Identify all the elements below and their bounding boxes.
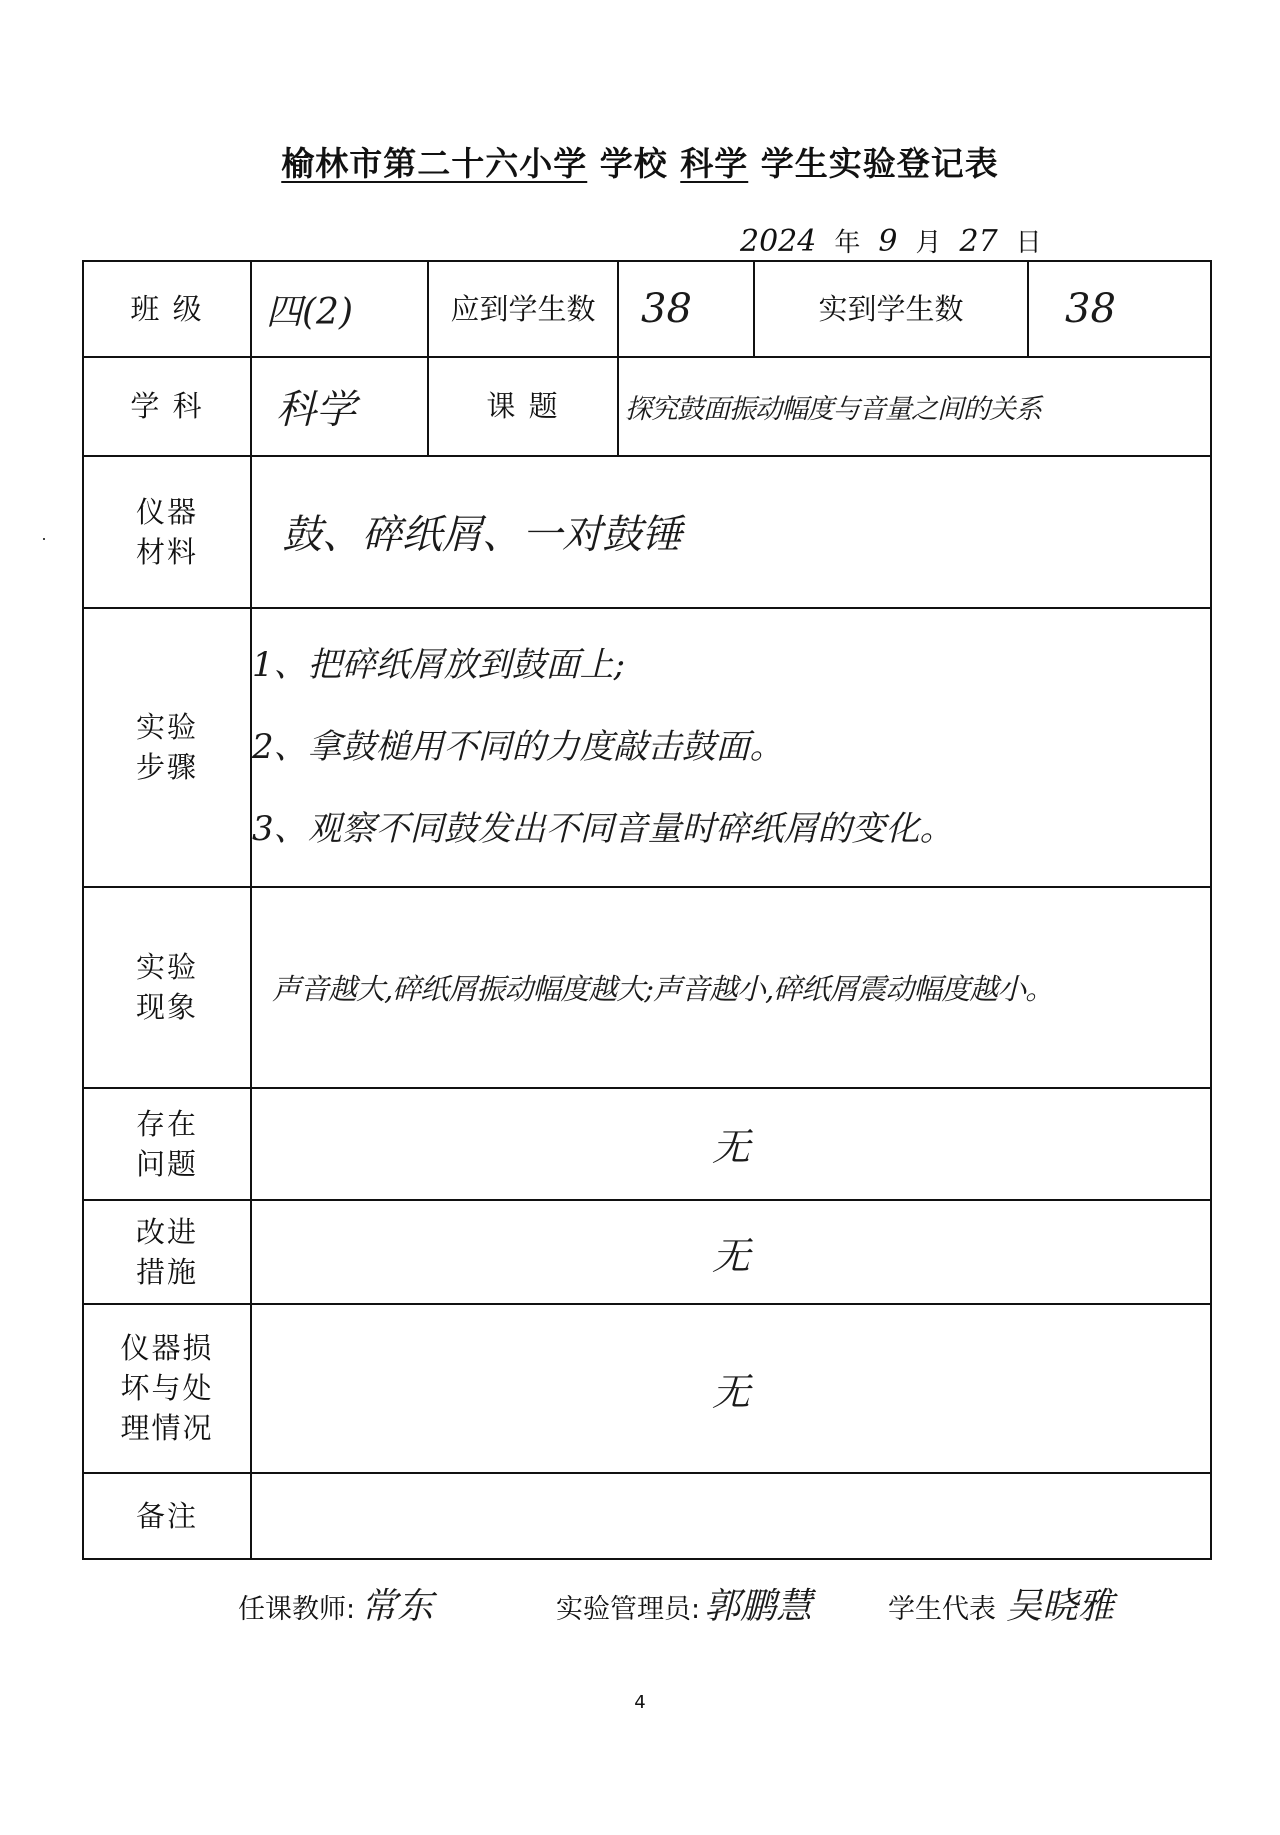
value-steps [251, 608, 1211, 887]
label-damage-line3: 理情况 [120, 1411, 214, 1446]
step-1: 1、把碎纸屑放到鼓面上; [252, 645, 626, 686]
label-steps-line1: 实验 [135, 710, 198, 745]
row-improvements [83, 1200, 1211, 1304]
label-expected-students: 应到学生数 [428, 261, 618, 357]
step-3: 3、观察不同鼓发出不同音量时碎纸屑的变化。 [252, 809, 954, 850]
value-phenomena: 声音越大,碎纸屑振动幅度越大;声音越小,碎纸屑震动幅度越小。 [251, 887, 1211, 1088]
day-unit: 日 [1015, 228, 1042, 258]
value-remarks [251, 1473, 1211, 1559]
teacher-label: 任课教师: [238, 1594, 356, 1625]
student-name: 吴晓雅 [1006, 1586, 1115, 1627]
date-month: 9 [878, 224, 898, 259]
row-damage [83, 1304, 1211, 1473]
value-subject: 科学 [251, 357, 428, 455]
row-remarks [83, 1473, 1211, 1559]
label-remarks: 备注 [83, 1473, 251, 1559]
student-signature [888, 1578, 1114, 1629]
row-class-info [83, 261, 1211, 357]
label-problems-line1: 存在 [135, 1106, 198, 1141]
label-actual-students: 实到学生数 [754, 261, 1028, 357]
label-phenomena-line2: 现象 [135, 990, 198, 1025]
school-name: 榆林市第二十六小学 [281, 144, 588, 183]
value-damage: 无 [251, 1304, 1211, 1473]
month-unit: 月 [915, 228, 942, 258]
value-improvements: 无 [251, 1200, 1211, 1304]
label-damage-line1: 仪器损 [120, 1331, 214, 1366]
row-phenomena [83, 887, 1211, 1088]
label-materials [83, 456, 251, 608]
value-materials: 鼓、碎纸屑、一对鼓锤 [251, 456, 1211, 608]
form-name: 学生实验登记表 [760, 144, 999, 183]
label-problems-line2: 问题 [135, 1146, 198, 1181]
row-subject-topic [83, 357, 1211, 455]
row-problems [83, 1088, 1211, 1200]
page-number: 4 [634, 1692, 646, 1713]
row-materials [83, 456, 1211, 608]
label-improvements [83, 1200, 251, 1304]
value-actual-students: 38 [1028, 261, 1211, 357]
label-problems [83, 1088, 251, 1200]
value-problems: 无 [251, 1088, 1211, 1200]
admin-label: 实验管理员: [556, 1594, 701, 1625]
label-materials-line2: 材料 [135, 534, 198, 569]
label-improvements-line1: 改进 [135, 1215, 198, 1249]
label-phenomena-line1: 实验 [135, 950, 198, 985]
row-steps [83, 608, 1211, 887]
label-damage-line2: 坏与处 [120, 1371, 214, 1406]
subject-name: 科学 [680, 144, 749, 183]
value-topic: 探究鼓面振动幅度与音量之间的关系 [618, 357, 1211, 455]
date-day: 27 [959, 224, 998, 259]
step-2: 2、拿鼓槌用不同的力度敲击鼓面。 [252, 727, 784, 768]
label-materials-line1: 仪器 [135, 494, 198, 529]
label-phenomena [83, 887, 251, 1088]
label-subject: 学 科 [83, 357, 251, 455]
year-unit: 年 [834, 228, 861, 258]
admin-name: 郭鹏慧 [704, 1586, 813, 1627]
value-class: 四(2) [251, 261, 428, 357]
scan-speck [43, 538, 45, 540]
label-damage [83, 1304, 251, 1473]
label-improvements-line2: 措施 [135, 1255, 198, 1289]
value-expected-students: 38 [618, 261, 754, 357]
label-steps-line2: 步骤 [135, 750, 198, 785]
label-steps [83, 608, 251, 887]
date-line [740, 222, 1060, 259]
form-title [0, 138, 1280, 185]
admin-signature [556, 1578, 812, 1629]
label-topic: 课 题 [428, 357, 618, 455]
teacher-name: 常东 [361, 1586, 434, 1627]
teacher-signature [238, 1578, 433, 1629]
date-year: 2024 [740, 224, 817, 259]
school-suffix: 学校 [599, 144, 668, 183]
label-class: 班 级 [83, 261, 251, 357]
experiment-form-table [82, 260, 1212, 1560]
student-label: 学生代表 [888, 1594, 996, 1625]
